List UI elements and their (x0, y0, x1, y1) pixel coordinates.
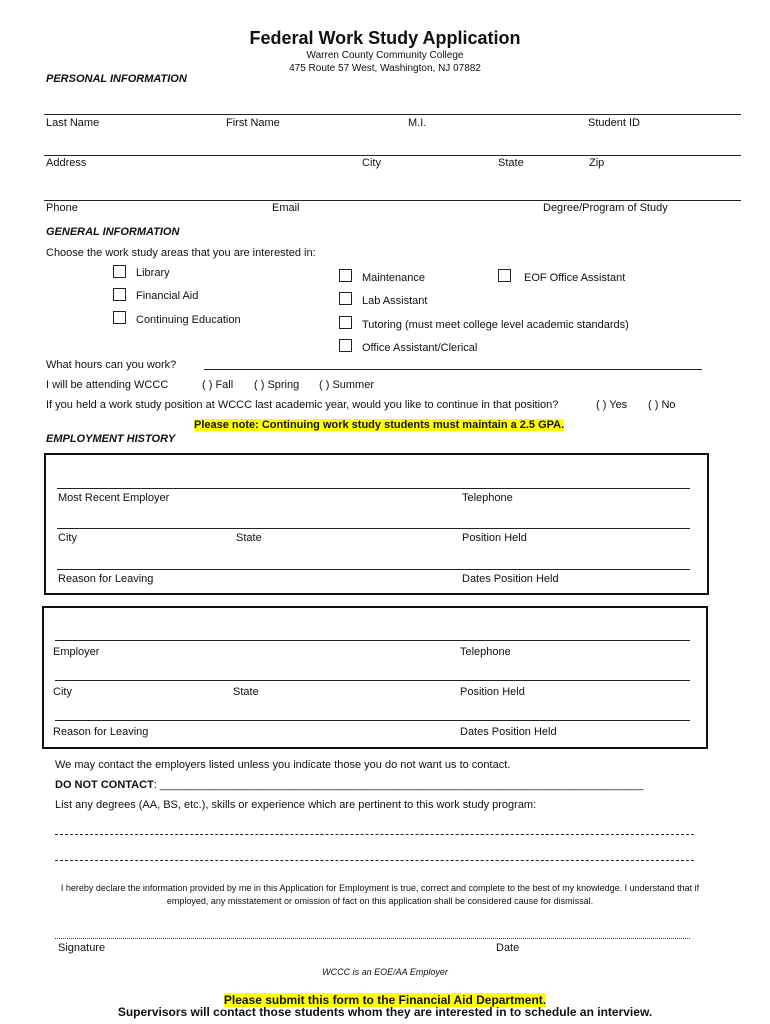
name-line (44, 114, 741, 115)
gpa-note: Please note: Continuing work study students must maintain a 2.5 GPA. (194, 419, 565, 431)
address-line (44, 155, 741, 156)
page-title: Federal Work Study Application (249, 28, 521, 48)
address-label: Address (46, 157, 87, 169)
mi-label: M.I. (408, 117, 427, 129)
attending-label: I will be attending WCCC (46, 379, 169, 391)
reason-line-1[interactable] (57, 569, 690, 570)
employer-label-2: Employer (53, 646, 100, 658)
do-not-contact-label: DO NOT CONTACT (55, 779, 154, 791)
maintenance-checkbox[interactable] (339, 269, 352, 282)
submit-instruction: Please submit this form to the Financial Aid Department. (223, 993, 547, 1007)
phone-line (44, 200, 741, 201)
first-name-label: First Name (226, 117, 280, 129)
tutoring-checkbox[interactable] (339, 316, 352, 329)
student-id-label: Student ID (588, 117, 640, 129)
do-not-contact-line[interactable]: : _______________________________________________________________________________ (153, 779, 644, 791)
continuing-education-checkbox[interactable] (113, 311, 126, 324)
continue-prompt: If you held a work study position at WCCC last academic year, would you like to continue in that position? (46, 399, 559, 411)
declaration-text: I hereby declare the information provided by me in this Application for Employment is true, correct and complete to the best of my knowledge. I understand that if employed, any misstatement or omission of fact on this application shall be considered cause for dismissal. (60, 883, 700, 906)
no-option[interactable]: ( ) No (648, 399, 676, 411)
continuing-education-label: Continuing Education (136, 314, 241, 326)
reason-label-2: Reason for Leaving (53, 726, 149, 738)
office-assistant-checkbox[interactable] (339, 339, 352, 352)
email-label: Email (272, 202, 300, 214)
city-line-2[interactable] (55, 680, 690, 681)
degrees-line-2[interactable] (55, 860, 694, 861)
dates-label-2: Dates Position Held (460, 726, 557, 738)
employer-line-1[interactable] (57, 488, 690, 489)
state-label-1: State (236, 532, 262, 544)
degrees-line-1[interactable] (55, 834, 694, 835)
last-name-label: Last Name (46, 117, 100, 129)
financial-aid-checkbox[interactable] (113, 288, 126, 301)
eoe-statement: WCCC is an EOE/AA Employer (322, 967, 448, 977)
city-label-2: City (53, 686, 72, 698)
areas-prompt: Choose the work study areas that you are interested in: (46, 247, 316, 259)
employment-section-title: EMPLOYMENT HISTORY (46, 433, 176, 445)
signature-label: Signature (58, 942, 106, 954)
college-name: Warren County Community College (306, 50, 464, 61)
phone-label: Phone (46, 202, 78, 214)
zip-label: Zip (589, 157, 605, 169)
spring-option[interactable]: ( ) Spring (254, 379, 300, 391)
reason-label-1: Reason for Leaving (58, 573, 154, 585)
financial-aid-label: Financial Aid (136, 290, 199, 302)
library-label: Library (136, 267, 170, 279)
telephone-label-1: Telephone (462, 492, 513, 504)
state-label-2: State (233, 686, 259, 698)
reason-line-2[interactable] (55, 720, 690, 721)
college-address: 475 Route 57 West, Washington, NJ 07882 (289, 63, 481, 74)
supervisors-note: Supervisors will contact those students whom they are interested in to schedule an interview. (117, 1005, 653, 1019)
library-checkbox[interactable] (113, 265, 126, 278)
telephone-label-2: Telephone (460, 646, 511, 658)
lab-assistant-label: Lab Assistant (362, 295, 428, 307)
date-label: Date (496, 942, 520, 954)
summer-option[interactable]: ( ) Summer (319, 379, 374, 391)
city-label: City (362, 157, 381, 169)
employer-line-2[interactable] (55, 640, 690, 641)
office-assistant-label: Office Assistant/Clerical (362, 342, 478, 354)
eof-checkbox[interactable] (498, 269, 511, 282)
signature-line[interactable] (55, 938, 690, 939)
degree-label: Degree/Program of Study (543, 202, 668, 214)
lab-assistant-checkbox[interactable] (339, 292, 352, 305)
general-section-title: GENERAL INFORMATION (46, 226, 180, 238)
do-not-contact-row[interactable] (55, 779, 705, 791)
maintenance-label: Maintenance (362, 272, 425, 284)
position-label-1: Position Held (462, 532, 527, 544)
most-recent-employer-label: Most Recent Employer (58, 492, 170, 504)
hours-prompt: What hours can you work? (46, 359, 177, 371)
hours-line[interactable] (204, 369, 702, 370)
position-label-2: Position Held (460, 686, 525, 698)
personal-section-title: PERSONAL INFORMATION (46, 73, 187, 85)
city-label-1: City (58, 532, 77, 544)
dates-label-1: Dates Position Held (462, 573, 559, 585)
fall-option[interactable]: ( ) Fall (202, 379, 234, 391)
eof-label: EOF Office Assistant (524, 272, 626, 284)
degrees-prompt: List any degrees (AA, BS, etc.), skills or experience which are pertinent to this work study program: (55, 799, 537, 811)
contact-notice: We may contact the employers listed unless you indicate those you do not want us to contact. (55, 759, 511, 771)
tutoring-label: Tutoring (must meet college level academic standards) (362, 319, 629, 331)
city-line-1[interactable] (57, 528, 690, 529)
state-label: State (498, 157, 524, 169)
yes-option[interactable]: ( ) Yes (596, 399, 628, 411)
